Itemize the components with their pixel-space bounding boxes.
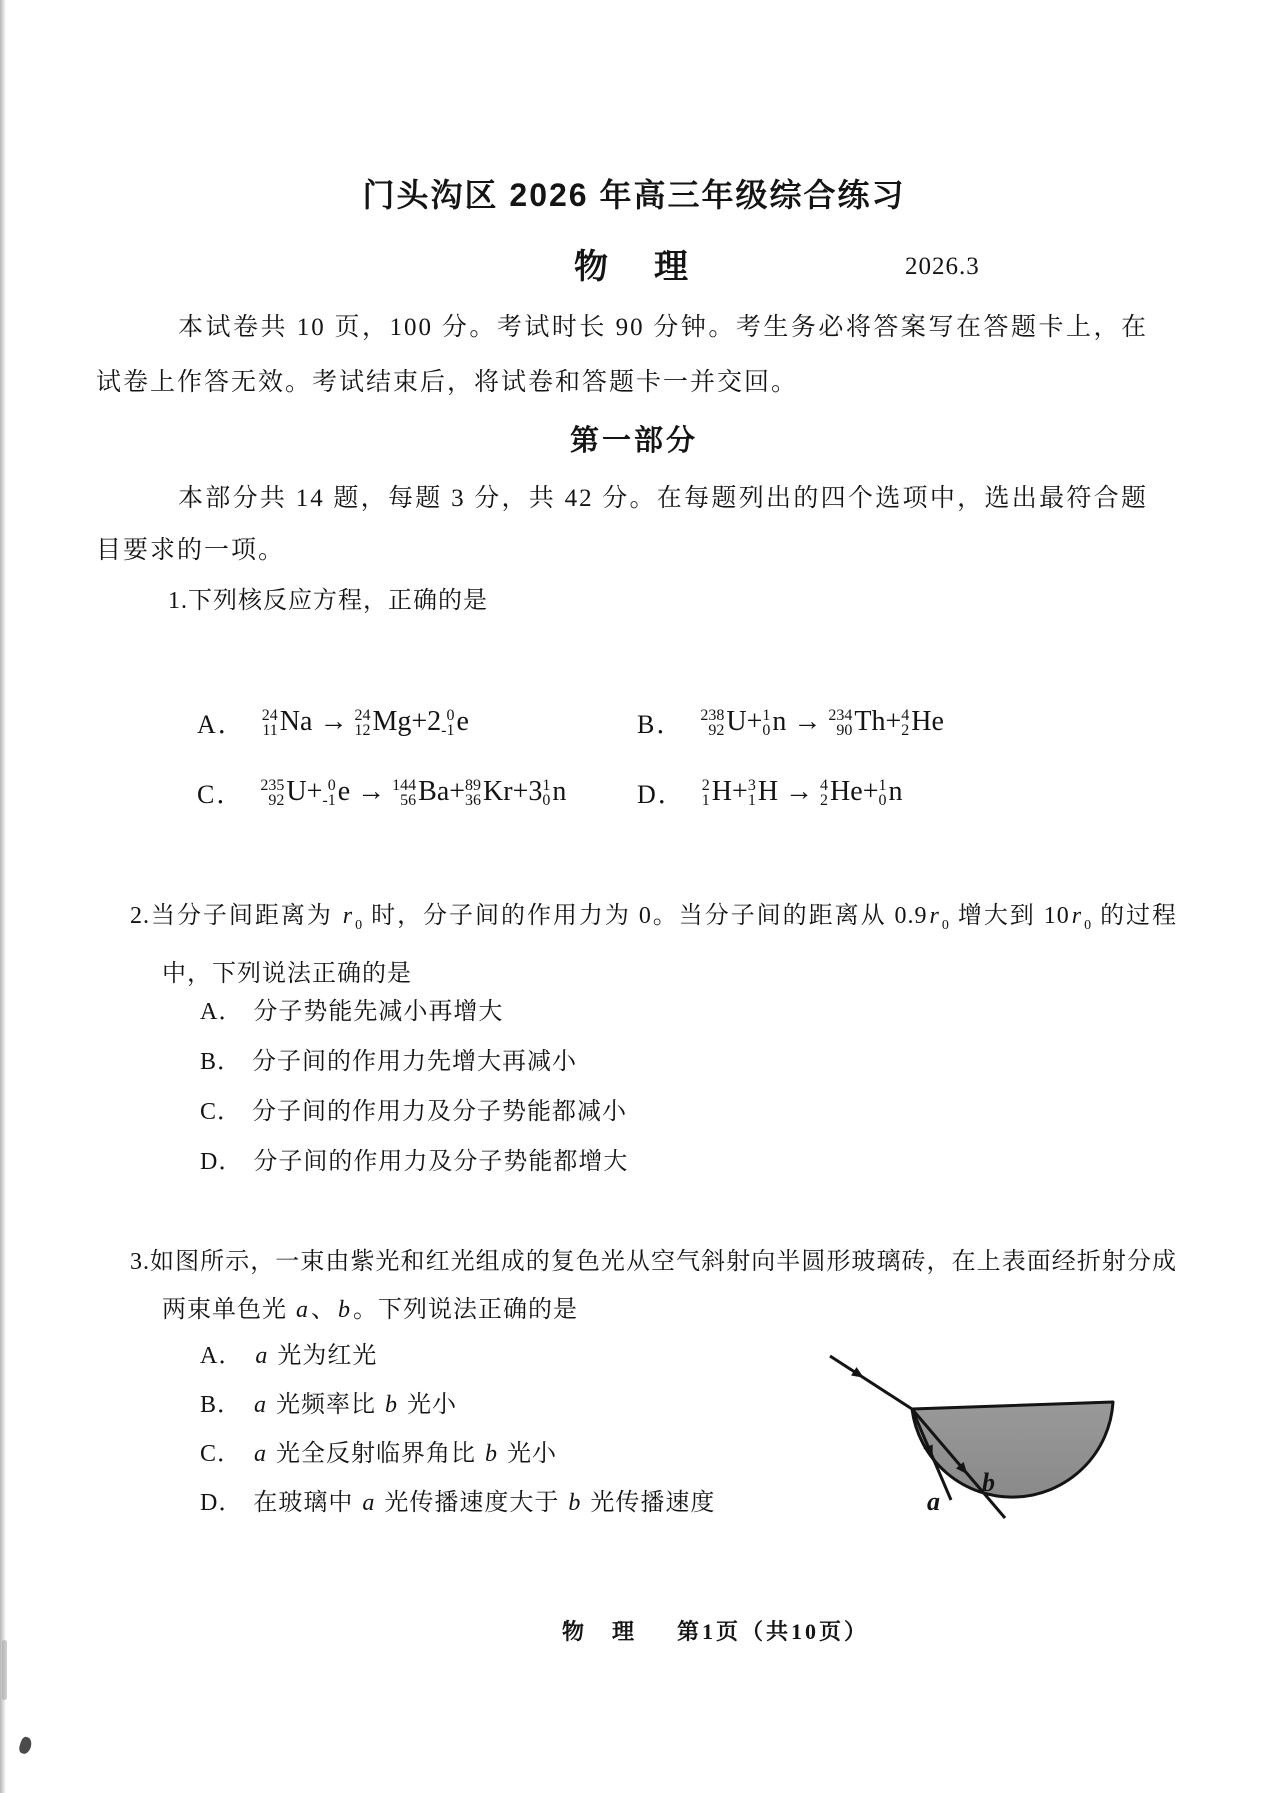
exam-instructions: 本试卷共 10 页，100 分。考试时长 90 分钟。考生务必将答案写在答题卡上，在试卷上作答无效。考试结束后，将试卷和答题卡一并交回。: [96, 314, 1148, 396]
option-a-text: a 光为红光: [255, 1343, 378, 1369]
option-d-label: D．: [637, 779, 686, 809]
option-c-label: C．: [200, 1441, 243, 1467]
question-1-stem: 1.下列核反应方程，正确的是: [168, 588, 488, 614]
q2-option-d: [200, 1146, 628, 1178]
exam-title: 门头沟区 2026 年高三年级综合练习: [362, 177, 906, 213]
subject-title: 物 理: [574, 248, 694, 286]
option-b-label: B．: [200, 1049, 243, 1075]
nuclear-equation-a: 24 11 Na → 24 12 Mg +2 0 -1 e: [261, 706, 469, 739]
q3-option-a: [200, 1340, 715, 1372]
option-a-label: A．: [197, 709, 246, 739]
q1-option-b: [637, 694, 944, 750]
option-b-label: B．: [637, 709, 685, 739]
q2-option-b: [200, 1046, 628, 1078]
option-d-label: D．: [200, 1149, 244, 1175]
question-2-stem: 2.当分子间距离为 r $_0$ 时，分子间的作用力为 0。当分子间的距离从 0.9r $_0$ 增大到 10r $_0$ 的过程中，下列说法正确的是: [130, 903, 1178, 987]
nuclear-equation-c: 235 92 U + 0 -1 e → 144 56 Ba + 89 36 Kr +3 1 0 n: [260, 776, 567, 809]
option-a-text: 分子势能先减小再增大: [253, 999, 504, 1025]
part1-heading: 第一部分: [569, 425, 698, 457]
option-c-label: C．: [200, 1099, 243, 1125]
footer-page-number: 第1页（共10页）: [677, 1619, 870, 1644]
option-d-text: 分子间的作用力及分子势能都增大: [253, 1149, 629, 1175]
scan-ink-speck: [18, 1736, 34, 1756]
option-c-label: C．: [197, 779, 245, 809]
option-a-label: A．: [200, 1343, 244, 1369]
q3-option-c: [200, 1438, 715, 1470]
ray-b-label: b: [982, 1468, 995, 1497]
option-b-text: 分子间的作用力先增大再减小: [252, 1049, 578, 1075]
part1-instructions: 本部分共 14 题，每题 3 分，共 42 分。在每题列出的四个选项中，选出最符合题目要求的一项。: [96, 485, 1148, 564]
ray-a-label: a: [927, 1487, 940, 1516]
q1-option-d: [637, 764, 903, 820]
q2-option-a: [200, 996, 628, 1028]
question-2-options: [200, 996, 628, 1196]
nuclear-equation-d: 2 1 H + 3 1 H → 4 2 He + 1 0 n: [701, 776, 903, 809]
option-a-label: A．: [200, 999, 244, 1025]
q3-option-b: [200, 1389, 715, 1421]
option-d-label: D．: [200, 1490, 244, 1516]
q1-option-a: [197, 694, 469, 750]
q2-option-c: [200, 1096, 628, 1128]
nuclear-equation-b: 238 92 U + 1 0 n → 234 90 Th + 4 2 He: [700, 706, 944, 739]
q3-option-d: [200, 1487, 715, 1519]
option-c-text: a 光全反射临界角比 b 光小: [254, 1441, 558, 1467]
exam-date: 2026.3: [905, 253, 980, 280]
question-3-options: [200, 1340, 715, 1536]
option-b-text: a 光频率比 b 光小: [254, 1392, 458, 1418]
option-b-label: B．: [200, 1392, 243, 1418]
q1-option-c: [197, 764, 566, 820]
option-c-text: 分子间的作用力及分子势能都减小: [252, 1099, 628, 1125]
option-d-text: 在玻璃中 a 光传播速度大于 b 光传播速度: [253, 1490, 716, 1516]
footer-subject: 物 理: [562, 1619, 638, 1644]
scan-edge-mark: [2, 1640, 7, 1700]
q3-figure: [758, 1338, 1122, 1566]
page-footer: [562, 1615, 869, 1646]
incident-ray: [830, 1356, 912, 1409]
question-3-stem: 3.如图所示，一束由紫光和红光组成的复色光从空气斜射向半圆形玻璃砖，在上表面经折射分成两束单色光 a、b。下列说法正确的是: [130, 1249, 1177, 1323]
